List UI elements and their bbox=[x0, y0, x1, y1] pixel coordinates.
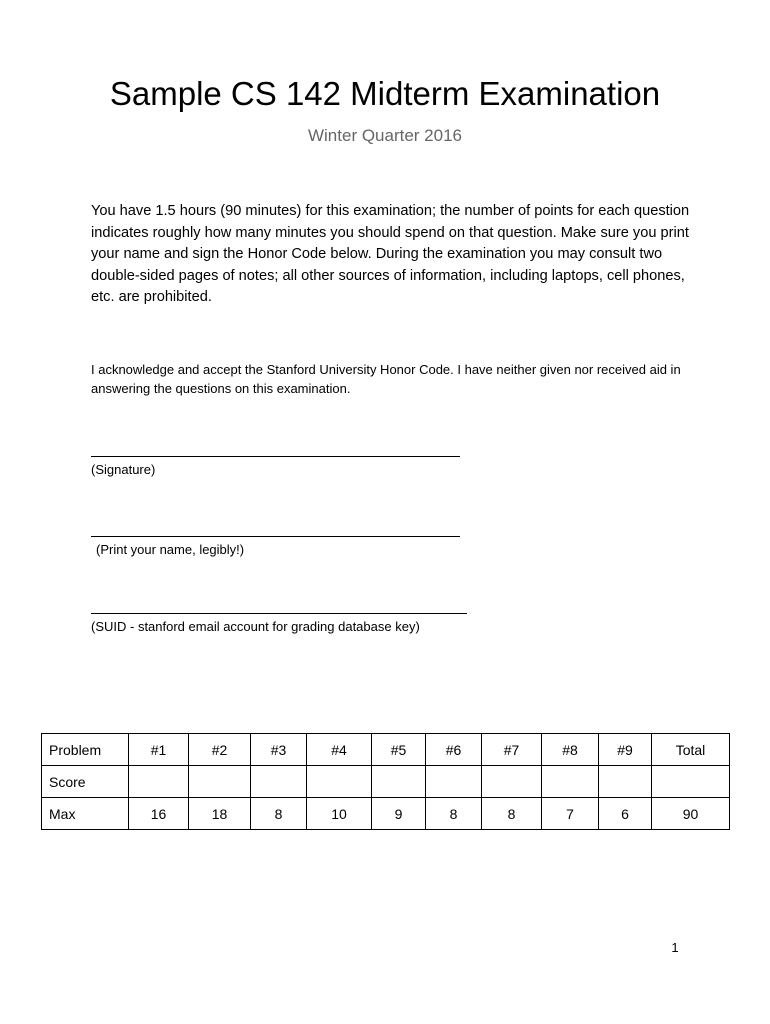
exam-subtitle: Winter Quarter 2016 bbox=[307, 126, 462, 145]
max-points-cell: 18 bbox=[189, 798, 251, 830]
score-entry-cell[interactable] bbox=[307, 766, 372, 798]
max-points-cell: 16 bbox=[129, 798, 189, 830]
suid-label: (SUID - stanford email account for grading database key) bbox=[91, 619, 420, 634]
problem-number-cell: #7 bbox=[482, 734, 542, 766]
score-entry-cell[interactable] bbox=[372, 766, 426, 798]
suid-line[interactable] bbox=[91, 613, 467, 614]
problem-header-cell: Problem bbox=[42, 734, 129, 766]
max-row bbox=[42, 798, 730, 830]
problem-number-cell: #3 bbox=[251, 734, 307, 766]
name-line[interactable] bbox=[91, 536, 460, 537]
exam-title: Sample CS 142 Midterm Examination bbox=[109, 75, 661, 112]
max-points-cell: 8 bbox=[251, 798, 307, 830]
max-points-cell: 6 bbox=[599, 798, 652, 830]
score-total-cell[interactable] bbox=[652, 766, 730, 798]
honor-code-statement: I acknowledge and accept the Stanford University Honor Code. I have neither given nor received aid in answering the questions on this examination. bbox=[91, 362, 681, 396]
score-label-cell: Score bbox=[42, 766, 129, 798]
problem-number-cell: #9 bbox=[599, 734, 652, 766]
score-entry-cell[interactable] bbox=[189, 766, 251, 798]
score-table bbox=[41, 733, 730, 830]
problem-number-cell: #8 bbox=[542, 734, 599, 766]
problem-number-cell: #4 bbox=[307, 734, 372, 766]
problem-number-cell: #2 bbox=[189, 734, 251, 766]
max-points-cell: 7 bbox=[542, 798, 599, 830]
max-points-cell: 10 bbox=[307, 798, 372, 830]
score-row bbox=[42, 766, 730, 798]
max-points-cell: 9 bbox=[372, 798, 426, 830]
score-entry-cell[interactable] bbox=[599, 766, 652, 798]
score-entry-cell[interactable] bbox=[129, 766, 189, 798]
problem-number-cell: #5 bbox=[372, 734, 426, 766]
instructions-paragraph: You have 1.5 hours (90 minutes) for this examination; the number of points for each question indicates roughly how many minutes you should spend on that question. Make sure you print your name and sign the Honor Code below. During the examination you may consult two double-sided pages of notes; all other sources of information, including laptops, cell phones, etc. are prohibited. bbox=[91, 203, 690, 306]
max-total-cell: 90 bbox=[652, 798, 730, 830]
page-number: 1 bbox=[671, 940, 679, 955]
total-header-cell: Total bbox=[652, 734, 730, 766]
problem-row bbox=[42, 734, 730, 766]
signature-label: (Signature) bbox=[91, 462, 156, 477]
max-points-cell: 8 bbox=[482, 798, 542, 830]
signature-line[interactable] bbox=[91, 456, 460, 457]
problem-number-cell: #1 bbox=[129, 734, 189, 766]
problem-number-cell: #6 bbox=[426, 734, 482, 766]
score-entry-cell[interactable] bbox=[542, 766, 599, 798]
score-entry-cell[interactable] bbox=[251, 766, 307, 798]
max-points-cell: 8 bbox=[426, 798, 482, 830]
max-label-cell: Max bbox=[42, 798, 129, 830]
score-entry-cell[interactable] bbox=[482, 766, 542, 798]
name-label: (Print your name, legibly!) bbox=[96, 542, 245, 557]
score-entry-cell[interactable] bbox=[426, 766, 482, 798]
